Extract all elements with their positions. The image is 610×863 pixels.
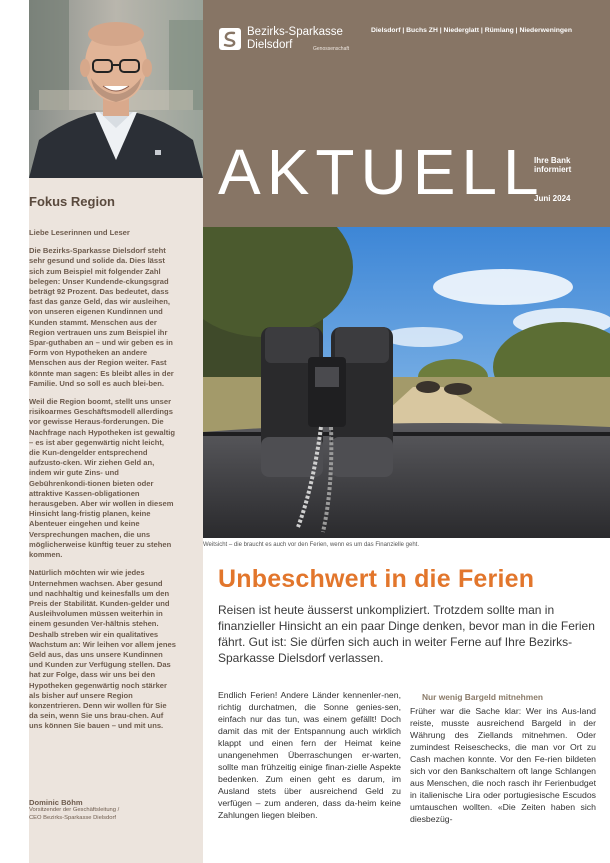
feature-photo <box>203 227 610 538</box>
portrait-image <box>29 0 203 178</box>
signer-role: CEO Bezirks-Sparkasse Dielsdorf <box>29 814 116 821</box>
signer-name: Dominic Böhm <box>29 798 83 807</box>
issue-date: Juni 2024 <box>534 194 571 203</box>
editorial-text <box>29 228 177 740</box>
article-headline: Unbeschwert in die Ferien <box>218 565 535 593</box>
binoculars-safari-image <box>203 227 610 538</box>
photo-caption: Weitsicht – die braucht es auch vor den Ferien, wenn es um das Finanzielle geht. <box>203 542 420 548</box>
tagline-line: informiert <box>534 165 572 174</box>
sparkasse-logo-icon <box>219 28 241 50</box>
tagline <box>534 156 604 174</box>
cooperative-label: Genossenschaft <box>313 46 350 52</box>
sidebar-title: Fokus Region <box>29 194 115 209</box>
article-column-1: Endlich Ferien! Andere Länder kennenler-nen, richtig durchatmen, die Sonne genies-sen, einfach nur das tun, was einem gefällt! Doch damit das mit der Entspannung auch wirklich klappt und einen fern der Heimat keine unangenehmen Überraschungen er-warten, sollte man frühzeitig einige finan-zielle Aspekte bedenken. Zum einen geht es darum, im Ausland stets über ausreichend Geld zu verfügen – zum anderen, dass da-heim keine Zahlungen liegen bleiben. <box>218 690 401 820</box>
signature-block <box>29 798 179 822</box>
branch-locations: Dielsdorf | Buchs ZH | Niederglatt | Rümlang | Niederweningen <box>371 27 572 34</box>
ceo-portrait <box>29 0 203 178</box>
signer-role: Vorsitzender der Geschäftsleitung / <box>29 807 120 813</box>
article-lead: Reisen ist heute äusserst unkompliziert. Trotzdem sollte man in finanzieller Hinsicht an ein paar Dinge denken, bevor man in die Ferien fährt. Gut ist: Sie dürfen sich auch in weiter Ferne auf Ihre Bezirks-Sparkasse Dielsdorf verlassen. <box>218 603 595 665</box>
editorial-paragraph: Natürlich möchten wir wie jedes Unternehmen wachsen. Aber gesund und nachhaltig und keinesfalls um den Preis der Stabilität. Kunden-gelder und Ausleihvolumen müssen weiterhin in einem gesunden Ver-hältnis stehen. Deshalb streben wir ein qualitatives Wachstum an: Wir leihen vor allem jenes Geld aus, das uns unsere Kundinnen und Kunden zur Verfügung stellen. Das hat zur Folge, dass wir uns bei den Hypotheken gegenwärtig noch stärker als bisher auf unsere Region konzentrieren. Denn wir wollen für Sie da sein, wenn Sie uns brau-chen. Auf uns können Sie bauen – und mit uns. <box>29 568 176 731</box>
tagline-line: Ihre Bank <box>534 156 571 165</box>
salutation: Liebe Leserinnen und Leser <box>29 228 130 237</box>
article-subheading: Nur wenig Bargeld mitnehmen <box>422 692 543 702</box>
brand-line: Bezirks-Sparkasse <box>247 26 343 38</box>
editorial-sidebar <box>29 178 203 863</box>
article-column-2: Früher war die Sache klar: Wer ins Aus-land reiste, musste ausreichend Bargeld in der Währung des Ziellands mitnehmen. Oder zumindest Reiseschecks, die man vor Ort zu Cash machen konnte. Vor den Fe-rien bildeten sich vor den Bankschaltern oft lange Schlangen aus Menschen, die noch rasch ihr Ferienbudget in italienische Lira oder portugiesische Escudos umtauschen wollten. «Die Zeiten haben sich diesbezüg- <box>410 706 596 824</box>
publication-title: AKTUELL <box>218 136 545 208</box>
masthead <box>203 0 610 227</box>
editorial-paragraph: Die Bezirks-Sparkasse Dielsdorf steht sehr gesund und solide da. Dies lässt sich zum Beispiel mit folgender Zahl belegen: Unser Kundende-ckungsgrad beträgt 92 Prozent. Das bedeutet, dass fast das ganze Geld, das wir ausleihen, von unseren eigenen Kundinnen und Kunden stammt. Menschen aus der Region vertrauen uns zum Beispiel ihr Spar-guthaben an – und wir geben es in Form von Hypotheken an andere Menschen aus der Region weiter. Fast könnte man sagen: Es bleibt alles in der Familie. Und so soll es auch blei-ben. <box>29 246 174 388</box>
brand-line: Dielsdorf <box>247 39 293 51</box>
editorial-paragraph: Weil die Region boomt, stellt uns unser risikoarmes Geschäftsmodell allerdings vor gewisse Heraus-forderungen. Die Nachfrage nach Hypotheken ist gewaltig – es ist aber gegenwärtig nicht leicht, die Kun-dengelder entsprechend aufzusto-cken. Wir ziehen Geld an, indem wir gute Zins- und Gebührenkondi-tionen bieten oder attraktive Kassen-obligationen herausgeben. Aber wir wollen in diesem Hinsicht lang-fristig planen, keine Abenteuer eingehen und keine Versprechungen machen, die uns möglicherweise künftig teuer zu stehen kommen. <box>29 397 176 560</box>
